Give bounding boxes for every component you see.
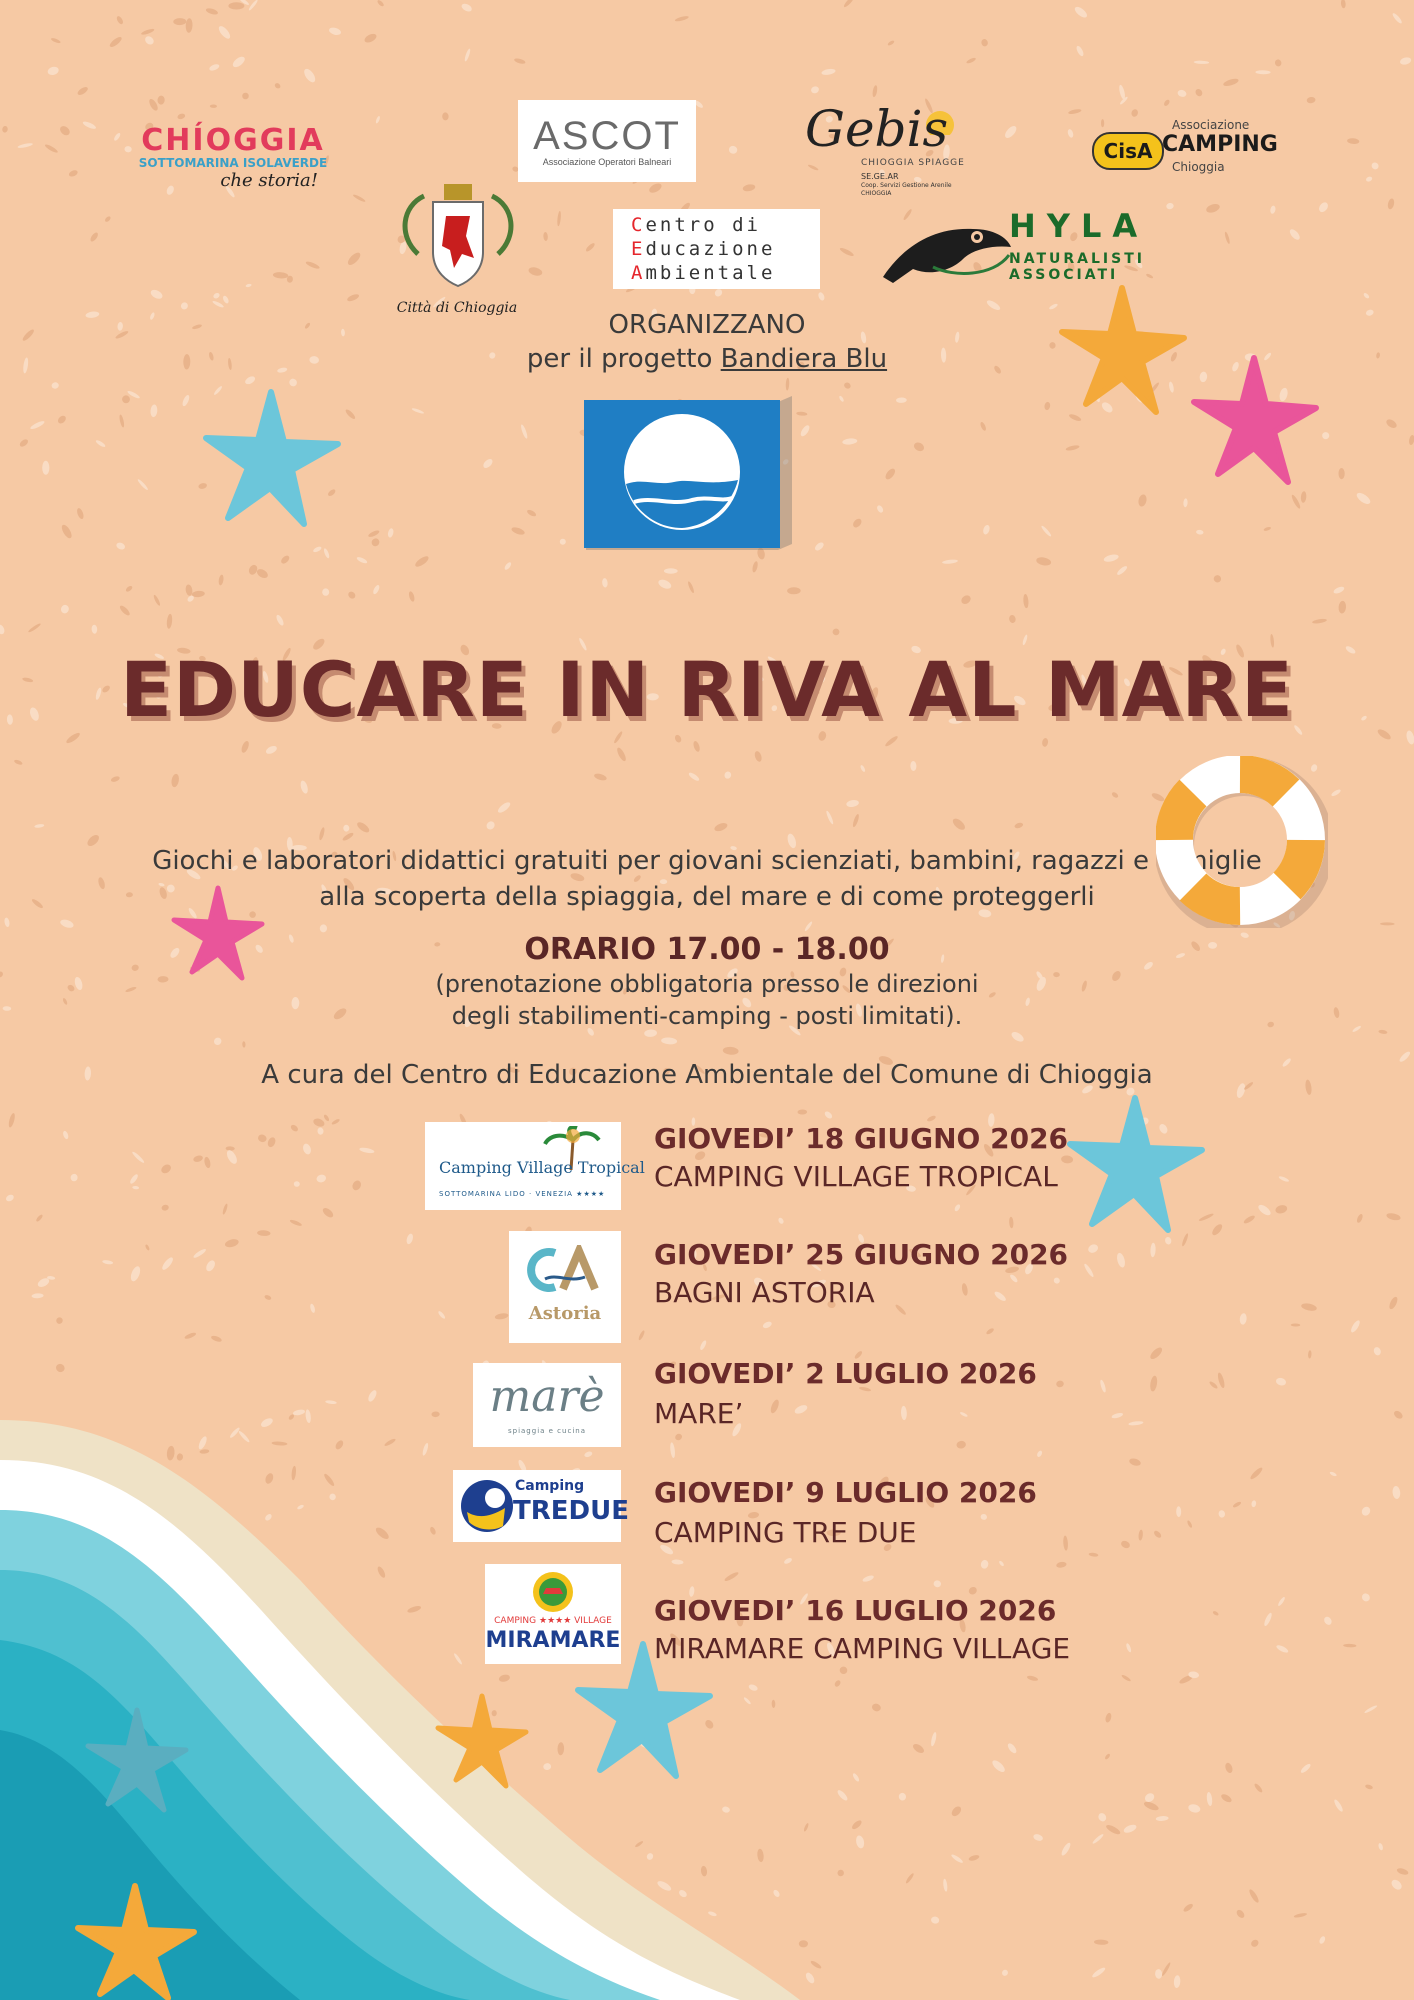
- tredue-logo-sub: Camping: [515, 1478, 585, 1494]
- poster-title: EDUCARE IN RIVA AL MARE: [120, 645, 1294, 734]
- astoria-logo: [509, 1231, 621, 1343]
- starfish-icon: [1060, 1090, 1210, 1240]
- chioggia-logo: [128, 123, 338, 196]
- starfish-icon: [70, 1880, 200, 2000]
- segear-line2: CHIOGGIA: [861, 190, 892, 197]
- starfish-icon: [568, 1636, 718, 1786]
- chioggia-logo-tag: che storia!: [220, 170, 318, 191]
- coat-of-arms-icon: [388, 176, 528, 296]
- tredue-logo-main: TREDUE: [513, 1496, 629, 1526]
- mare-logo: [473, 1363, 621, 1447]
- mare-logo-main: marè: [489, 1371, 605, 1422]
- segear-name: SE.GE.AR: [861, 172, 899, 181]
- chioggia-logo-name: CHÍOGGIA: [141, 123, 325, 158]
- cea-line1-initial: C: [631, 214, 646, 236]
- bandiera-blu-link[interactable]: Bandiera Blu: [720, 344, 888, 374]
- orario-note1: (prenotazione obbligatoria presso le direzioni: [435, 970, 979, 998]
- description-line1: Giochi e laboratori didattici gratuiti per giovani scienziati, bambini, ragazzi e famiglie: [152, 846, 1262, 876]
- miramare-emblem-icon: [528, 1570, 578, 1614]
- gebis-logo-sub: CHIOGGIA SPIAGGE: [861, 158, 965, 168]
- cisa-camping-logo: [1092, 118, 1282, 178]
- moon-icon: [459, 1478, 515, 1534]
- starfish-icon: [1184, 352, 1324, 492]
- astoria-logo-main: Astoria: [528, 1303, 602, 1324]
- cea-line1: [631, 213, 761, 237]
- cisa-name: CAMPING: [1162, 132, 1278, 157]
- hyla-sub1: NATURALISTI: [1009, 251, 1145, 267]
- schedule-place: MARE’: [654, 1397, 744, 1430]
- gebis-logo: [805, 100, 970, 200]
- starfish-icon: [196, 384, 346, 534]
- miramare-logo-sub: CAMPING ★★★★ VILLAGE: [494, 1616, 612, 1626]
- schedule-date: GIOVEDI’ 18 GIUGNO 2026: [654, 1122, 1069, 1155]
- orario-note2: degli stabilimenti-camping - posti limitati).: [451, 1002, 963, 1030]
- schedule-place: CAMPING TRE DUE: [654, 1516, 917, 1549]
- schedule-date: GIOVEDI’ 9 LUGLIO 2026: [654, 1476, 1037, 1509]
- progetto-prefix: per il progetto: [526, 344, 721, 374]
- segear-line1: Coop. Servizi Gestione Arenile: [861, 182, 952, 189]
- ascot-logo: [518, 100, 696, 182]
- schedule-date: GIOVEDI’ 16 LUGLIO 2026: [654, 1594, 1057, 1627]
- blue-flag-icon: [582, 394, 796, 552]
- starfish-icon: [168, 884, 268, 984]
- chioggia-logo-sub: SOTTOMARINA ISOLAVERDE: [138, 156, 328, 170]
- cisa-badge: CisA: [1092, 132, 1164, 170]
- cea-line3: [631, 261, 775, 285]
- miramare-logo-main: MIRAMARE: [485, 1628, 621, 1653]
- cea-logo: [613, 209, 820, 289]
- mare-logo-sub: spiaggia e cucina: [507, 1427, 586, 1435]
- hyla-name: HYLA: [1009, 207, 1149, 245]
- citta-di-chioggia-logo: [388, 176, 528, 326]
- ascot-logo-sub: Associazione Operatori Balneari: [542, 157, 672, 167]
- lifebuoy-icon: [1156, 756, 1328, 928]
- schedule-place: MIRAMARE CAMPING VILLAGE: [654, 1632, 1071, 1665]
- schedule-place: BAGNI ASTORIA: [654, 1276, 875, 1309]
- schedule-date: GIOVEDI’ 2 LUGLIO 2026: [654, 1357, 1037, 1390]
- starfish-icon: [82, 1706, 192, 1816]
- tropical-logo-sub: SOTTOMARINA LIDO · VENEZIA ★★★★: [439, 1190, 606, 1198]
- cea-line3-initial: A: [631, 262, 646, 284]
- cea-line2-rest: ducazione: [645, 238, 776, 260]
- starfish-icon: [1052, 282, 1192, 422]
- cea-line2: [631, 237, 775, 261]
- tredue-logo: [453, 1470, 629, 1542]
- tropical-logo: [425, 1122, 645, 1210]
- cea-line1-rest: entro di: [645, 214, 761, 236]
- description-line2: alla scoperta della spiaggia, del mare e di come proteggerli: [319, 882, 1095, 912]
- curator-line: A cura del Centro di Educazione Ambientale del Comune di Chioggia: [261, 1060, 1153, 1090]
- schedule-date: GIOVEDI’ 25 GIUGNO 2026: [654, 1238, 1069, 1271]
- frog-icon: [873, 207, 1013, 287]
- ascot-logo-name: ASCOT: [533, 114, 681, 158]
- astoria-emblem-icon: [525, 1245, 605, 1295]
- hyla-logo: [873, 207, 1163, 287]
- cea-line3-rest: mbientale: [645, 262, 776, 284]
- organizzano-label: ORGANIZZANO: [608, 310, 806, 340]
- starfish-icon: [432, 1692, 532, 1792]
- schedule-place: CAMPING VILLAGE TROPICAL: [654, 1160, 1058, 1193]
- cisa-top: Associazione: [1172, 118, 1250, 132]
- hyla-sub2: ASSOCIATI: [1009, 267, 1119, 283]
- cea-line2-initial: E: [631, 238, 646, 260]
- citta-caption: Città di Chioggia: [396, 300, 518, 316]
- orario-label: ORARIO 17.00 - 18.00: [524, 932, 890, 967]
- tropical-logo-main: Camping Village Tropical: [439, 1158, 645, 1177]
- cisa-sub: Chioggia: [1172, 160, 1225, 174]
- gebis-logo-name: Gebis: [805, 100, 949, 158]
